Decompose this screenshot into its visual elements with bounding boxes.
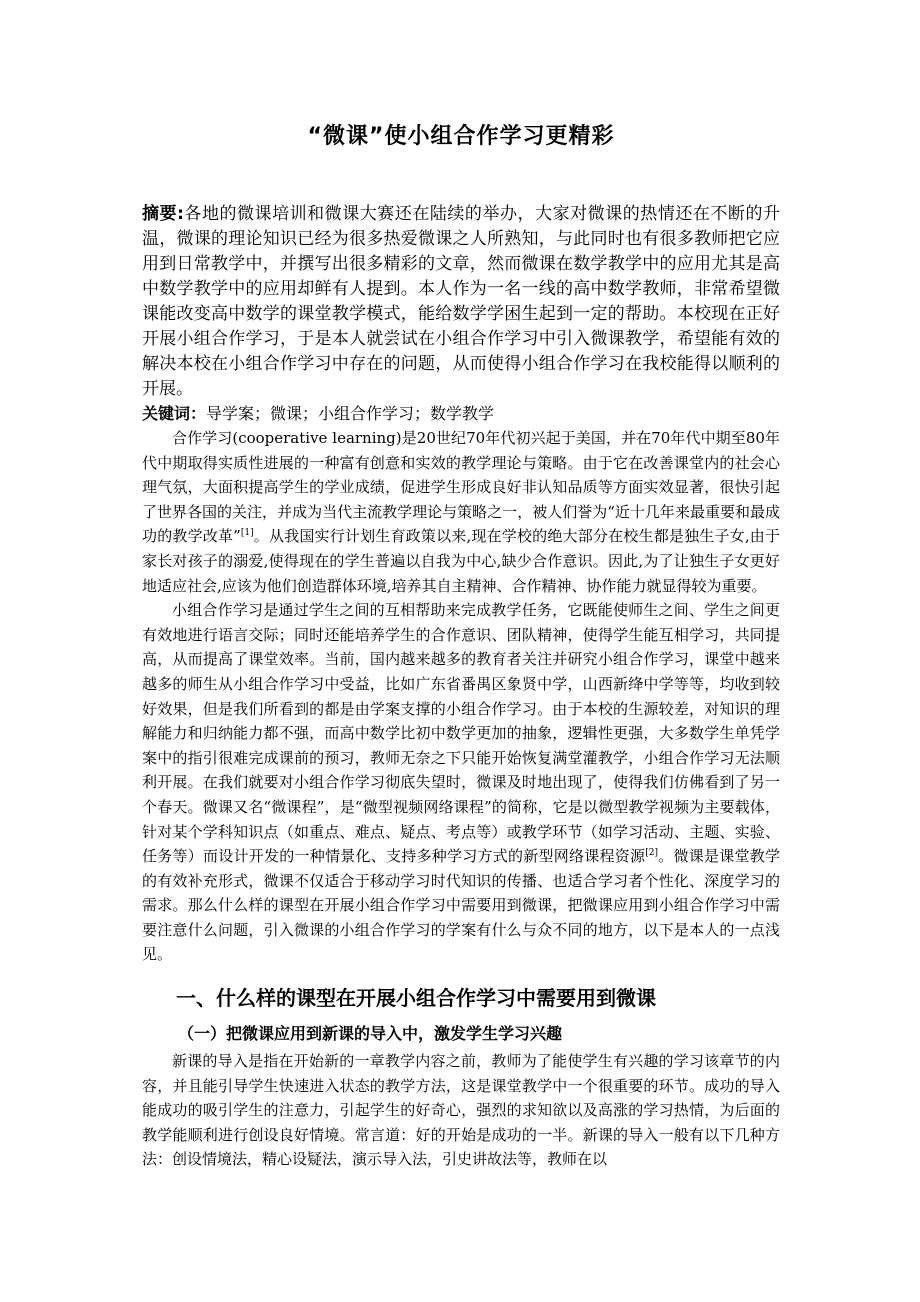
section-1-heading: 一、什么样的课型在开展小组合作学习中需要用到微课 <box>176 986 656 1011</box>
keywords <box>142 402 780 426</box>
intro-paragraph-2-text-a: 小组合作学习是通过学生之间的互相帮助来完成教学任务，它既能使师生之间、学生之间更有效地进行语言交际；同时还能培养学生的合作意识、团队精神，使得学生能互相学习，共同提高，从而提高了课堂效率。当前，国内越来越多的教育者关注并研究小组合作学习，课堂中越来越多的师生从小组合作学习中受益，比如广东省番禺区象贤中学，山西新绛中学等等，均收到较好效果，但是我们所看到的都是由学案支撑的小组合作学习。由于本校的生源较差，对知识的理解能力和归纳能力都不强，而高中数学比初中数学更加的抽象，逻辑性更强，大多数学生单凭学案中的指引很难完成课前的预习，教师无奈之下只能开始恢复满堂灌教学，小组合作学习无法顺利开展。在我们就要对小组合作学习彻底失望时，微课及时地出现了，使得我们仿佛看到了另一个春天。微课又名“微课程”，是“微型视频网络课程”的简称，它是以微型教学视频为主要载体，针对某个学科知识点（如重点、难点、疑点、考点等）或教学环节（如学习活动、主题、实验、任务等）而设计开发的一种情景化、支持多种学习方式的新型网络课程资源 <box>142 601 780 866</box>
abstract-text: 各地的微课培训和微课大赛还在陆续的举办，大家对微课的热情还在不断的升温，微课的理论知识已经为很多热爱微课之人所熟知，与此同时也有很多教师把它应用到日常教学中，并撰写出很多精彩的文章，然而微课在数学教学中的应用尤其是高中数学教学中的应用却鲜有人提到。本人作为一名一线的高中数学教师，非常希望微课能改变高中数学的课堂教学模式，能给数学学困生起到一定的帮助。本校现在正好开展小组合作学习，于是本人就尝试在小组合作学习中引入微课教学，希望能有效的解决本校在小组合作学习中存在的问题，从而使得小组合作学习在我校能得以顺利的开展。 <box>142 204 780 399</box>
keywords-text: 导学案；微课；小组合作学习；数学教学 <box>206 404 495 423</box>
page-title: “微课”使小组合作学习更精彩 <box>307 124 615 149</box>
citation-ref-2: [2] <box>645 848 658 859</box>
abstract-label: 摘要: <box>142 204 184 224</box>
intro-paragraph-2 <box>142 598 780 967</box>
intro-paragraph-1-text-b: 。从我国实行计划生育政策以来,现在学校的绝大部分在校生都是独生子女,由于家长对孩子的溺爱,使得现在的学生普遍以自我为中心,缺少合作意识。因此,为了让独生子女更好地适应社会,应该为他们创造群体环境,培养其自主精神、合作精神、协作能力就显得较为重要。 <box>142 527 781 595</box>
section-1-paragraph-1: 新课的导入是指在开始新的一章教学内容之前，教师为了能使学生有兴趣的学习该章节的内容，并且能引导学生快速进入状态的教学方法，这是课堂教学中一个很重要的环节。成功的导入能成功的吸引学生的注意力，引起学生的好奇心，强烈的求知欲以及高涨的学习热情，为后面的教学能顺利进行创设良好情境。常言道：好的开始是成功的一半。新课的导入一般有以下几种方法：创设情境法，精心设疑法，演示导入法，引史讲故法等，教师在以 <box>142 1052 780 1169</box>
keywords-label: 关键词： <box>142 404 207 423</box>
section-1-sub-1-heading: （一）把微课应用到新课的导入中，激发学生学习兴趣 <box>178 1024 563 1044</box>
intro-paragraph-2-text-b: 。微课是课堂教学的有效补充形式，微课不仅适合于移动学习时代知识的传播、也适合学习者个性化、深度学习的需求。那么什么样的课型在开展小组合作学习中需要用到微课，把微课应用到小组合作学习中需要注意什么问题，引入微课的小组合作学习的学案有什么与众不同的地方，以下是本人的一点浅见。 <box>142 847 780 964</box>
intro-paragraph-1-text-a: 合作学习(cooperative learning)是20世纪70年代初兴起于美国，并在70年代中期至80年代中期取得实质性进展的一种富有创意和实效的教学理论与策略。由于它在改善课堂内的社会心理气氛，大面积提高学生的学业成绩，促进学生形成良好非认知品质等方面实效显著，很快引起了世界各国的关注，并成为当代主流教学理论与策略之一，被人们誉为“近十几年来最重要和最成功的教学改革” <box>142 429 780 546</box>
abstract <box>142 202 780 402</box>
document-page <box>142 0 780 1172</box>
citation-ref-1: [1] <box>240 528 254 539</box>
intro-paragraph-1 <box>142 426 780 598</box>
